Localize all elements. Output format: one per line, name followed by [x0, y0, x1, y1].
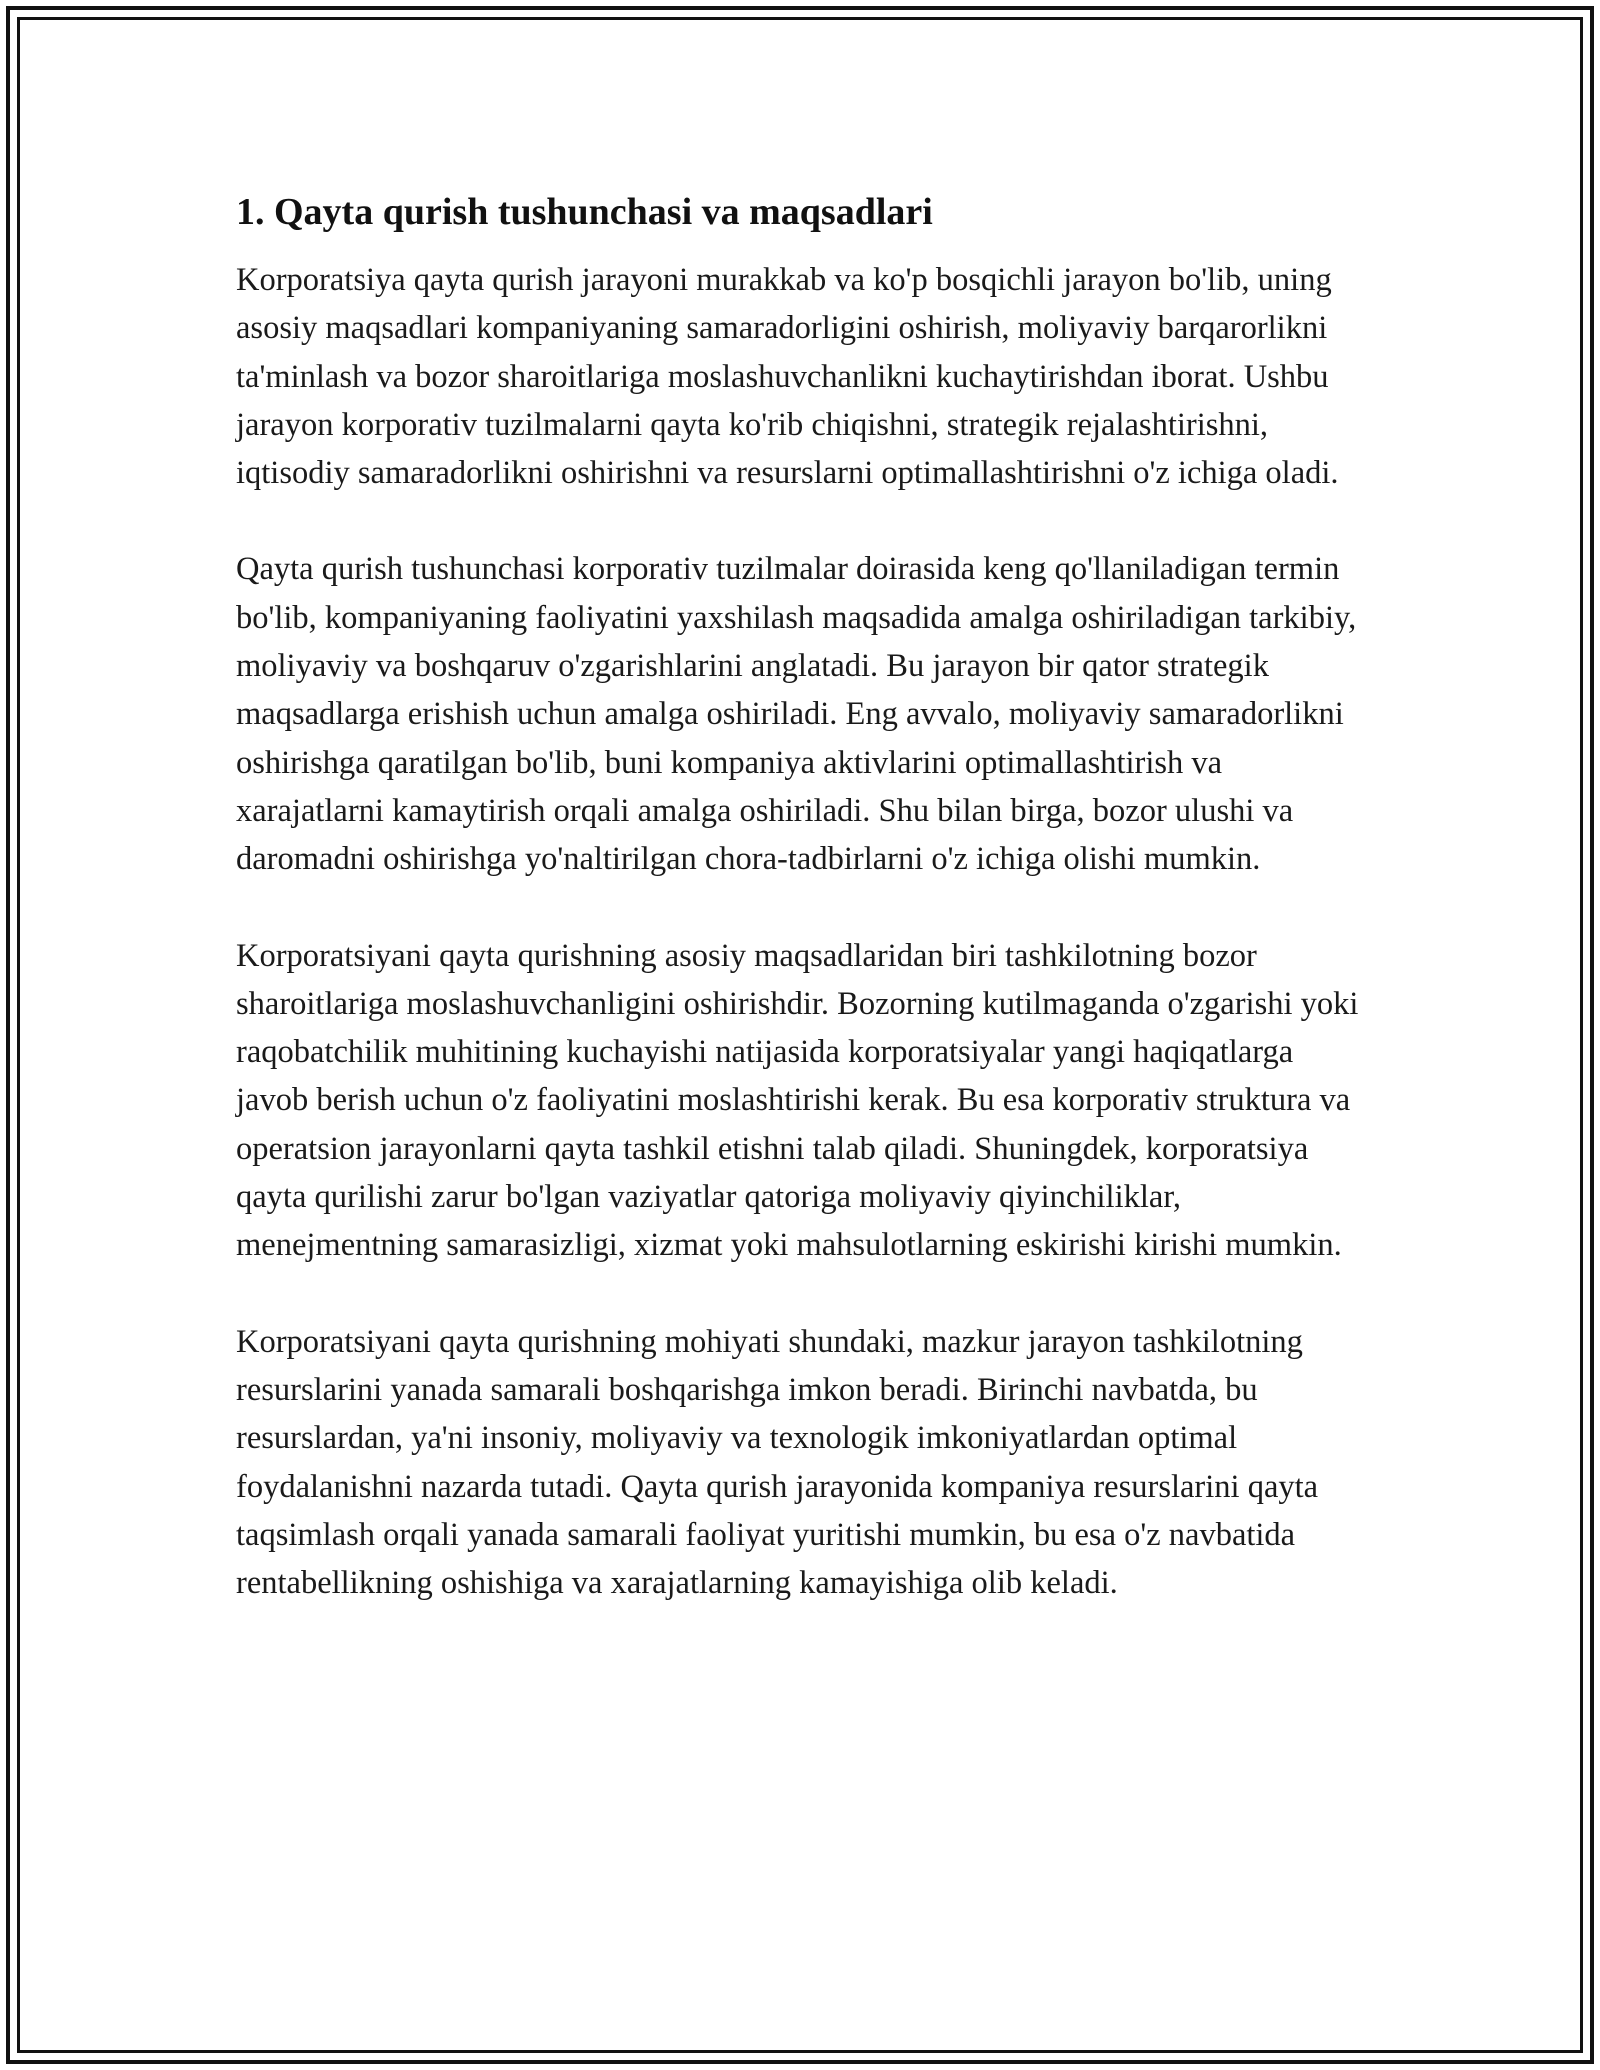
- paragraph-2: Qayta qurish tushunchasi korporativ tuzilmalar doirasida keng qo'llaniladigan termin bo'lib, kompaniyaning faoliyatini yaxshilash maqsadida amalga oshiriladigan tarkibiy, moliyaviy va boshqaruv o'zgarishlarini anglatadi. Bu jarayon bir qator strategik maqsadlarga erishish uchun amalga oshiriladi. Eng avvalo, moliyaviy samaradorlikni oshirishga qaratilgan bo'lib, buni kompaniya aktivlarini optimallashtirish va xarajatlarni kamaytirish orqali amalga oshiriladi. Shu bilan birga, bozor ulushi va daromadni oshirishga yo'naltirilgan chora-tadbirlarni o'z ichiga olishi mumkin.: [236, 551, 1357, 878]
- document-body: [236, 186, 1366, 1655]
- section-heading: 1. Qayta qurish tushunchasi va maqsadlari: [236, 191, 933, 233]
- paragraph-4: Korporatsiyani qayta qurishning mohiyati shundaki, mazkur jarayon tashkilotning resurslarini yanada samarali boshqarishga imkon beradi. Birinchi navbatda, bu resurslardan, ya'ni insoniy, moliyaviy va texnologik imkoniyatlardan optimal foydalanishni nazarda tutadi. Qayta qurish jarayonida kompaniya resurslarini qayta taqsimlash orqali yanada samarali faoliyat yuritishi mumkin, bu esa o'z navbatida rentabellikning oshishiga va xarajatlarning kamayishiga olib keladi.: [236, 1323, 1319, 1602]
- paragraph-3: Korporatsiyani qayta qurishning asosiy maqsadlaridan biri tashkilotning bozor sharoitlariga moslashuvchanligini oshirishdir. Bozorning kutilmaganda o'zgarishi yoki raqobatchilik muhitining kuchayishi natijasida korporatsiyalar yangi haqiqatlarga javob berish uchun o'z faoliyatini moslashtirishi kerak. Bu esa korporativ struktura va operatsion jarayonlarni qayta tashkil etishni talab qiladi. Shuningdek, korporatsiya qayta qurilishi zarur bo'lgan vaziyatlar qatoriga moliyaviy qiyinchiliklar, menejmentning samarasizligi, xizmat yoki mahsulotlarning eskirishi kirishi mumkin.: [236, 937, 1359, 1264]
- paragraph-1: Korporatsiya qayta qurish jarayoni murakkab va ko'p bosqichli jarayon bo'lib, uning asosiy maqsadlari kompaniyaning samaradorligini oshirish, moliyaviy barqarorlikni ta'minlash va bozor sharoitlariga moslashuvchanlikni kuchaytirishdan iborat. Ushbu jarayon korporativ tuzilmalarni qayta ko'rib chiqishni, strategik rejalashtirishni, iqtisodiy samaradorlikni oshirishni va resurslarni optimallashtirishni o'z ichiga oladi.: [236, 262, 1339, 492]
